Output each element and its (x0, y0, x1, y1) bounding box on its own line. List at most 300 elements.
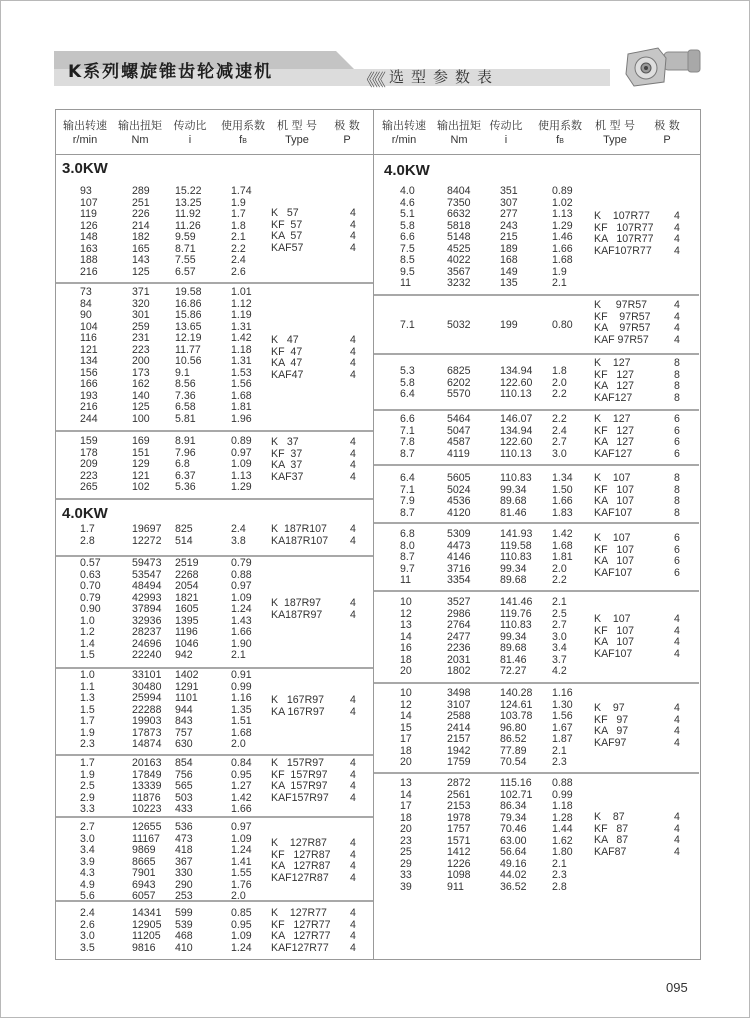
table-cell: 1.19 (231, 309, 252, 321)
table-cell: 5047 (447, 424, 471, 437)
table-row (0, 541, 750, 553)
table-cell: 1.56 (552, 710, 573, 722)
table-cell: 1.09 (231, 591, 252, 604)
table-cell: 149 (500, 265, 518, 278)
table-cell: 188 (80, 254, 98, 266)
table-cell: 17873 (132, 726, 162, 739)
pole-count: 8 (674, 357, 680, 369)
table-cell: 141.46 (500, 596, 533, 608)
table-cell: 8.7 (400, 447, 415, 460)
table-cell: 17849 (132, 768, 162, 781)
table-cell: 1.0 (80, 669, 95, 681)
table-cell: 843 (175, 715, 193, 727)
column-header-en: P (663, 134, 671, 146)
table-cell: 4587 (447, 436, 471, 448)
table-row (0, 389, 750, 401)
table-cell: 5.3 (400, 365, 415, 377)
column-header-cn: 传动比 (173, 119, 207, 132)
table-cell: 1.29 (231, 481, 252, 493)
table-cell: 6.6 (400, 413, 415, 425)
pole-count: 4 (350, 941, 356, 954)
table-cell: 134 (80, 355, 98, 367)
table-cell: 1.2 (80, 626, 95, 638)
column-header-cn: 使用系数 (538, 119, 582, 132)
table-cell: 2872 (447, 777, 471, 789)
table-cell: 4.2 (552, 665, 567, 677)
table-cell: 15.22 (175, 185, 202, 197)
table-cell: 265 (80, 481, 98, 493)
table-cell: 1.31 (231, 355, 252, 367)
table-cell: 0.97 (231, 446, 252, 459)
table-cell: 243 (500, 219, 518, 232)
table-cell: 5.36 (175, 481, 196, 493)
model-type: K 127 (594, 413, 631, 425)
table-cell: 4525 (447, 242, 471, 255)
table-cell: 1101 (175, 692, 198, 704)
table-cell: 2.1 (552, 857, 567, 870)
model-type: KA 127R77 (271, 930, 331, 942)
table-cell: 1.96 (231, 412, 252, 425)
pole-count: 6 (674, 413, 680, 425)
table-cell: 6825 (447, 365, 471, 377)
model-type: K 47 (271, 334, 299, 346)
table-cell: 215 (500, 231, 518, 243)
table-cell: 756 (175, 768, 193, 781)
table-cell: 19697 (132, 523, 162, 535)
table-cell: 1.09 (231, 832, 252, 845)
pole-count: 4 (350, 218, 356, 231)
table-row (0, 186, 750, 198)
table-cell: 2.2 (552, 388, 567, 400)
table-cell: 121 (80, 343, 98, 356)
table-cell: 1.80 (552, 846, 573, 858)
table-cell: 11205 (132, 930, 161, 942)
table-cell: 102 (132, 481, 150, 493)
table-cell: 8.56 (175, 378, 196, 390)
table-cell: 223 (80, 469, 98, 482)
table-cell: 17 (400, 733, 412, 745)
pole-count: 4 (674, 233, 680, 245)
pole-count: 4 (674, 613, 680, 625)
table-cell: 0.80 (552, 319, 573, 331)
table-cell: 3716 (447, 562, 471, 575)
table-cell: 6202 (447, 376, 471, 389)
table-cell: 18 (400, 811, 412, 824)
table-cell: 757 (175, 726, 193, 739)
table-row (0, 700, 750, 712)
table-cell: 121 (132, 469, 150, 482)
table-cell: 3.3 (80, 803, 95, 815)
column-header-en: Type (285, 134, 309, 146)
table-cell: 110.83 (500, 472, 532, 484)
table-cell: 1.16 (231, 692, 252, 704)
table-cell: 1.68 (552, 254, 573, 266)
table-cell: 1.35 (231, 703, 252, 716)
table-cell: 10 (400, 596, 412, 608)
table-cell: 0.70 (80, 580, 101, 592)
table-cell: 103.78 (500, 710, 533, 722)
pole-count: 4 (350, 907, 356, 919)
pole-count: 4 (350, 930, 356, 942)
table-cell: 2519 (175, 557, 199, 569)
table-cell: 11 (400, 574, 411, 586)
table-cell: 70.46 (500, 823, 527, 835)
table-cell: 77.89 (500, 744, 527, 757)
table-cell: 418 (175, 844, 193, 856)
table-row (0, 821, 750, 836)
table-cell: 10.56 (175, 355, 202, 367)
table-cell: 1.12 (231, 297, 252, 310)
table-cell: 0.63 (80, 568, 101, 581)
table-row (0, 688, 750, 700)
table-cell: 173 (132, 366, 150, 379)
table-cell: 1.34 (552, 472, 573, 484)
table-cell: 39 (400, 880, 412, 893)
table-cell: 81.46 (500, 506, 527, 519)
pole-count: 6 (674, 436, 680, 448)
table-cell: 9.59 (175, 231, 196, 243)
table-cell: 1291 (175, 680, 199, 693)
table-cell: 6.4 (400, 388, 415, 400)
model-type: KAF107 (594, 566, 633, 579)
table-cell: 2157 (447, 733, 471, 745)
model-type: KF 127 (594, 368, 635, 381)
table-cell: 216 (80, 401, 98, 413)
table-cell: 124.61 (500, 698, 533, 711)
pole-count: 8 (674, 472, 680, 484)
table-row (0, 908, 750, 920)
table-cell: 7.5 (400, 242, 415, 255)
table-cell: 189 (500, 242, 518, 255)
table-cell: 301 (132, 309, 150, 321)
model-type: KAF 97R57 (594, 333, 649, 346)
pole-count: 4 (350, 230, 356, 242)
table-cell: 56.64 (500, 846, 527, 858)
table-cell: 8.7 (400, 506, 415, 519)
table-cell: 320 (132, 297, 150, 310)
table-cell: 2.0 (231, 890, 246, 902)
table-cell: 10 (400, 687, 412, 699)
table-cell: 2588 (447, 710, 471, 722)
table-cell: 7.1 (400, 483, 415, 496)
pole-count: 4 (674, 725, 680, 737)
group-divider (56, 900, 373, 902)
table-cell: 13.25 (175, 196, 202, 209)
table-cell: 5.8 (400, 376, 415, 389)
table-cell: 8.91 (175, 435, 196, 447)
pole-count: 4 (350, 608, 356, 621)
table-row (0, 734, 750, 746)
pole-count: 4 (674, 333, 680, 346)
model-type: K 167R97 (271, 694, 325, 706)
table-cell: 1.68 (231, 726, 252, 739)
table-cell: 11.77 (175, 343, 201, 356)
table-row (0, 597, 750, 609)
table-cell: 3527 (447, 596, 471, 608)
pole-count: 6 (674, 566, 680, 579)
table-cell: 6943 (132, 878, 156, 891)
table-row (0, 414, 750, 426)
model-type: K 127R77 (271, 907, 327, 919)
model-type: KA187R97 (271, 608, 323, 621)
table-cell: 410 (175, 941, 193, 954)
table-cell: 200 (132, 355, 150, 367)
table-cell: 290 (175, 878, 193, 891)
table-cell: 1978 (447, 811, 471, 824)
table-cell: 9.5 (400, 265, 415, 278)
table-cell: 3567 (447, 265, 471, 278)
table-cell: 19903 (132, 715, 162, 727)
table-cell: 6.8 (400, 528, 415, 540)
model-type: KA 107 (594, 636, 635, 648)
model-type: KF 37 (271, 447, 303, 460)
table-row (0, 378, 750, 390)
model-type: K 107 (594, 472, 631, 484)
table-cell: 433 (175, 803, 193, 815)
table-cell: 2236 (447, 642, 471, 654)
pole-count: 4 (350, 207, 356, 219)
table-cell: 33 (400, 869, 412, 881)
table-cell: 1.7 (80, 715, 95, 727)
table-cell: 6.4 (400, 472, 415, 484)
model-type: KAF37 (271, 470, 304, 483)
model-type: KAF107 (594, 647, 633, 660)
pole-count: 4 (350, 757, 356, 769)
table-cell: 2.7 (552, 436, 567, 448)
table-cell: 1.3 (80, 692, 95, 704)
table-cell: 911 (447, 880, 464, 893)
table-cell: 0.89 (552, 185, 573, 197)
table-cell: 11167 (132, 832, 160, 845)
pole-count: 4 (674, 736, 680, 749)
model-type: KA 157R97 (271, 780, 328, 792)
table-cell: 5.6 (80, 890, 95, 902)
table-cell: 2.9 (80, 791, 95, 804)
table-cell: 1.18 (231, 343, 252, 356)
table-cell: 7.36 (175, 389, 196, 402)
table-cell: 2.6 (231, 265, 246, 278)
model-type: K 187R97 (271, 597, 322, 609)
column-header-cn: 输出扭矩 (118, 119, 162, 132)
table-cell: 3.4 (552, 642, 567, 654)
column-header-en: fB (239, 134, 247, 146)
table-cell: 159 (80, 435, 98, 447)
table-cell: 12 (400, 607, 412, 620)
column-header-en: i (504, 134, 508, 146)
table-cell: 30480 (132, 680, 162, 693)
table-cell: 10223 (132, 803, 162, 815)
table-cell: 2.3 (552, 756, 567, 768)
table-cell: 1.51 (231, 715, 252, 727)
model-type: KAF87 (594, 845, 627, 858)
pole-count: 4 (674, 822, 680, 835)
group-divider (374, 464, 699, 466)
table-cell: 4536 (447, 495, 471, 507)
table-cell: 1.83 (552, 506, 573, 519)
model-type: KF 57 (271, 218, 303, 231)
table-cell: 2.5 (552, 607, 567, 620)
table-row (0, 746, 750, 758)
table-cell: 1226 (447, 857, 471, 870)
column-header-en: r/min (72, 134, 98, 146)
table-cell: 5309 (447, 528, 471, 540)
power-section-header: 3.0KW (62, 160, 108, 177)
table-cell: 4120 (447, 506, 471, 519)
pole-count: 4 (674, 310, 680, 323)
table-row (0, 620, 750, 632)
table-cell: 100 (132, 412, 150, 425)
table-cell: 2.0 (231, 738, 246, 750)
pole-count: 4 (674, 834, 680, 846)
model-type: K 157R97 (271, 757, 325, 769)
table-row (0, 867, 750, 882)
pole-count: 4 (350, 918, 356, 931)
table-row (0, 844, 750, 859)
table-cell: 0.97 (231, 580, 252, 592)
table-cell: 33101 (132, 669, 162, 681)
pole-count: 8 (674, 483, 680, 496)
table-cell: 178 (80, 446, 98, 459)
table-cell: 5.8 (400, 219, 415, 232)
table-cell: 9.7 (400, 562, 415, 575)
table-cell: 1.28 (552, 811, 573, 824)
table-cell: 166 (80, 378, 98, 390)
table-cell: 90 (80, 309, 92, 321)
table-cell: 5.1 (400, 208, 415, 220)
column-header-cn: 极 数 (654, 119, 680, 132)
table-cell: 122.60 (500, 436, 533, 448)
column-header-en: r/min (391, 134, 417, 146)
table-cell: 2.7 (552, 619, 567, 631)
table-cell: 0.57 (80, 557, 101, 569)
table-cell: 16 (400, 642, 412, 654)
table-cell: 2.5 (80, 780, 95, 792)
column-header-en: Type (603, 134, 627, 146)
table-cell: 12272 (132, 534, 162, 547)
pole-count: 4 (350, 597, 356, 609)
table-cell: 4.3 (80, 867, 95, 879)
table-cell: 0.88 (552, 777, 573, 789)
table-cell: 151 (132, 446, 150, 459)
table-cell: 4.6 (400, 196, 415, 209)
table-row (0, 402, 750, 414)
table-cell: 1.56 (231, 378, 252, 390)
table-cell: 944 (175, 703, 193, 716)
table-cell: 9816 (132, 941, 156, 954)
table-cell: 15 (400, 721, 412, 734)
table-cell: 37894 (132, 603, 162, 615)
table-cell: 6.37 (175, 469, 196, 482)
model-type: KA 107R77 (594, 233, 654, 245)
table-cell: 2.8 (552, 880, 567, 893)
table-row (0, 426, 750, 438)
table-cell: 2.8 (80, 534, 95, 547)
pole-count: 4 (674, 713, 680, 726)
table-cell: 1.55 (231, 867, 252, 879)
table-cell: 1.66 (231, 803, 252, 815)
power-section-header: 4.0KW (384, 162, 430, 179)
model-type: KF 127R77 (271, 918, 331, 931)
pole-count: 8 (674, 368, 680, 381)
table-cell: 23 (400, 834, 412, 847)
table-cell: 1.31 (231, 320, 252, 333)
group-divider (374, 590, 699, 592)
table-cell: 140 (132, 389, 150, 402)
table-cell: 9.1 (175, 366, 190, 379)
table-cell: 2561 (447, 788, 471, 801)
table-cell: 1.0 (80, 614, 95, 627)
model-type: KF 97R57 (594, 310, 651, 323)
table-cell: 6.57 (175, 265, 196, 278)
table-cell: 162 (132, 378, 150, 390)
table-cell: 1412 (447, 846, 471, 858)
table-cell: 12 (400, 698, 412, 711)
table-cell: 289 (132, 185, 150, 197)
pole-count: 8 (674, 495, 680, 507)
table-cell: 2031 (447, 653, 471, 666)
table-cell: 84 (80, 297, 92, 310)
table-row (0, 757, 750, 769)
table-cell: 2986 (447, 607, 471, 620)
table-cell: 1.4 (80, 637, 95, 650)
pole-count: 4 (350, 523, 356, 535)
table-cell: 244 (80, 412, 98, 425)
table-row (0, 198, 750, 210)
pole-count: 4 (674, 647, 680, 660)
table-cell: 1.9 (231, 196, 246, 209)
model-type: KA 37 (271, 459, 303, 471)
table-cell: 473 (175, 832, 193, 845)
table-row (0, 790, 750, 802)
table-cell: 226 (132, 208, 150, 220)
pole-count: 4 (674, 221, 680, 234)
table-cell: 119 (80, 208, 97, 220)
table-cell: 2.2 (552, 413, 567, 425)
table-cell: 99.34 (500, 630, 527, 643)
pole-count: 4 (350, 436, 356, 448)
table-cell: 367 (175, 855, 193, 868)
column-header-en: Nm (131, 134, 149, 146)
table-cell: 2.0 (552, 562, 567, 575)
table-cell: 630 (175, 738, 193, 750)
table-cell: 53547 (132, 568, 162, 581)
table-cell: 24696 (132, 637, 162, 650)
table-cell: 2.2 (231, 242, 246, 255)
model-type: K 97R57 (594, 299, 647, 311)
table-cell: 168 (500, 254, 518, 266)
table-cell: 86.52 (500, 733, 527, 745)
table-cell: 1.68 (231, 389, 252, 402)
table-cell: 70.54 (500, 756, 527, 768)
pole-count: 4 (350, 694, 356, 706)
table-cell: 7.1 (400, 424, 415, 437)
model-type: KF 127 (594, 424, 635, 437)
table-cell: 110.83 (500, 551, 532, 563)
pole-count: 6 (674, 447, 680, 460)
table-cell: 2.4 (231, 523, 246, 535)
table-cell: 8404 (447, 185, 471, 197)
table-cell: 3.5 (80, 941, 95, 954)
table-cell: 44.02 (500, 869, 527, 881)
table-cell: 36.52 (500, 880, 527, 893)
table-cell: 1.7 (231, 208, 246, 220)
table-cell: 11 (400, 277, 411, 289)
table-cell: 1.24 (231, 941, 252, 954)
column-header-cn: 输出扭矩 (437, 119, 481, 132)
table-row (0, 920, 750, 932)
table-cell: 1.29 (552, 219, 573, 232)
pole-count: 6 (674, 424, 680, 437)
